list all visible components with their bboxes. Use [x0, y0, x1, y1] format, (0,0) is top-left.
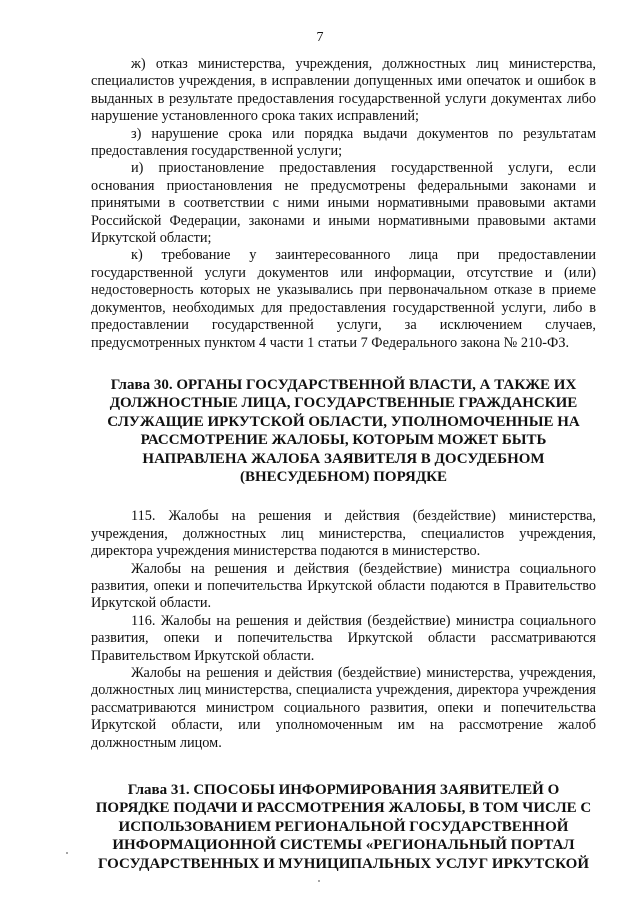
page-content	[91, 56, 596, 873]
paragraph-116: 116. Жалобы на решения и действия (бездействие) министра социального развития, опеки и попечительства Иркутской области рассматриваются Правительством Иркутской области.	[91, 612, 596, 664]
chapter-31-heading: Глава 31. СПОСОБЫ ИНФОРМИРОВАНИЯ ЗАЯВИТЕЛЕЙ О ПОРЯДКЕ ПОДАЧИ И РАССМОТРЕНИЯ ЖАЛОБЫ, В ТОМ ЧИСЛЕ С ИСПОЛЬЗОВАНИЕМ РЕГИОНАЛЬНОЙ ГОСУДАРСТВЕННОЙ ИНФОРМАЦИОННОЙ СИСТЕМЫ «РЕГИОНАЛЬНЫЙ ПОРТАЛ ГОСУДАРСТВЕННЫХ И МУНИЦИПАЛЬНЫХ УСЛУГ ИРКУТСКОЙ	[95, 782, 592, 872]
page-number: 7	[316, 30, 324, 45]
scan-speck	[66, 852, 68, 854]
paragraph-k: к) требование у заинтересованного лица при предоставлении государственной услуги документов или информации, отсутствие и (или) недостоверность которых не указывались при первоначальном отказе в приеме документов, необходимых для предоставления государственной услуги, либо в предоставлении государственной услуги, за исключением случаев, предусмотренных пунктом 4 части 1 статьи 7 Федерального закона № 210-ФЗ.	[91, 247, 596, 351]
paragraph-116-ministry: Жалобы на решения и действия (бездействие) министерства, учреждения, должностных лиц министерства, специалиста учреждения, директора учреждения рассматриваются министром социального развития, опеки и попечительства Иркутской области, или уполномоченным им на рассмотрение жалоб должностным лицом.	[91, 665, 596, 751]
paragraph-zh: ж) отказ министерства, учреждения, должностных лиц министерства, специалистов учреждения, в исправлении допущенных ими опечаток и ошибок в выданных в результате предоставления государственной услуги документах либо нарушение установленного срока таких исправлений;	[91, 56, 596, 125]
paragraph-i: и) приостановление предоставления государственной услуги, если основания приостановления не предусмотрены федеральными законами и принятыми в соответствии с ними иными нормативными правовыми актами Российской Федерации, законами и иными нормативными правовыми актами Иркутской области;	[91, 160, 596, 247]
paragraph-115: 115. Жалобы на решения и действия (бездействие) министерства, учреждения, должностных лиц министерства, специалистов учреждения, директора учреждения министерства подаются в министерство.	[91, 508, 596, 560]
chapter-30-heading: Глава 30. ОРГАНЫ ГОСУДАРСТВЕННОЙ ВЛАСТИ, А ТАКЖЕ ИХ ДОЛЖНОСТНЫЕ ЛИЦА, ГОСУДАРСТВЕННЫЕ ГРАЖДАНСКИЕ СЛУЖАЩИЕ ИРКУТСКОЙ ОБЛАСТИ, УПОЛНОМОЧЕННЫЕ НА РАССМОТРЕНИЕ ЖАЛОБЫ, КОТОРЫМ МОЖЕТ БЫТЬ НАПРАВЛЕНА ЖАЛОБА ЗАЯВИТЕЛЯ В ДОСУДЕБНОМ (ВНЕСУДЕБНОМ) ПОРЯДКЕ	[107, 376, 580, 485]
scan-speck	[318, 880, 320, 882]
paragraph-115-minister: Жалобы на решения и действия (бездействие) министра социального развития, опеки и попечительства Иркутской области подаются в Правительство Иркутской области.	[91, 560, 596, 612]
paragraph-z: з) нарушение срока или порядка выдачи документов по результатам предоставления государственной услуги;	[91, 125, 596, 160]
